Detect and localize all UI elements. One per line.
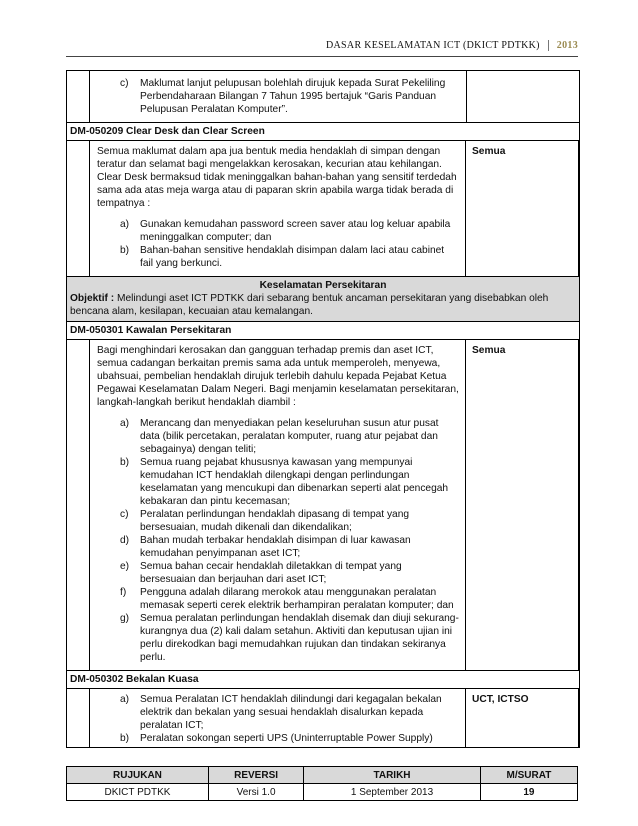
dm050302-responsible: UCT, ICTSO bbox=[472, 694, 529, 705]
dm050209-code: DM-050209 Clear Desk dan Clear Screen bbox=[70, 126, 265, 137]
footer-header-reversi: REVERSI bbox=[208, 767, 303, 784]
dm050209-code-row bbox=[67, 122, 579, 140]
dm050302-code-row bbox=[67, 670, 579, 688]
dm050209-responsible: Semua bbox=[472, 146, 506, 157]
footer-tarikh: 1 September 2013 bbox=[304, 784, 481, 801]
section-objective: Objektif : Melindungi aset ICT PDTKK dari sebarang bentuk ancaman persekitaran yang disebabkan oleh bencana alam, kesilapan, kecuaian atau kemalangan. bbox=[70, 293, 549, 317]
list-item: a) Gunakan kemudahan password screen saver atau log keluar apabila meninggalkan computer; dan bbox=[120, 219, 451, 243]
header-rule bbox=[66, 56, 578, 57]
footer-reversi: Versi 1.0 bbox=[208, 784, 303, 801]
list-item: b) Peralatan sokongan seperti UPS (Uninterruptable Power Supply) bbox=[120, 733, 433, 744]
dm050301-code: DM-050301 Kawalan Persekitaran bbox=[70, 325, 232, 336]
header-title: DASAR KESELAMATAN ICT (DKICT PDTKK) bbox=[326, 40, 540, 51]
dm050209-text: Semua maklumat dalam apa jua bentuk media hendaklah di simpan dengan teratur dan selamat bagi mengelakkan kerosakan, kecurian atau kehilangan. Clear Desk bermaksud tidak meninggalkan bahan-bahan yang sensitif terdedah sama ada atas meja warga atau di paparan skrin apabila warga tidak berada di tempatnya : bbox=[97, 146, 457, 209]
list-item: b) Semua ruang pejabat khususnya kawasan yang mempunyai kemudahan ICT hendaklah dilengkapi dengan perlindungan keselamatan yang mencukupi dan dibenarkan seperti alat pencegah kebakaran dan pintu kecemasan; bbox=[120, 457, 449, 507]
footer-rujukan: DKICT PDTKK bbox=[67, 784, 209, 801]
footer-header-rujukan: RUJUKAN bbox=[67, 767, 209, 784]
policy-table bbox=[66, 70, 580, 748]
list-item: a) Semua Peralatan ICT hendaklah dilindungi dari kegagalan bekalan elektrik dan bekalan yang sesuai hendaklah disalurkan kepada peralatan ICT; bbox=[120, 694, 442, 731]
list-item: c) Maklumat lanjut pelupusan bolehlah dirujuk kepada Surat Pekeliling Perbendaharaan Bilangan 7 Tahun 1995 bertajuk “Garis Panduan Pelupusan Peralatan Komputer”. bbox=[120, 78, 446, 115]
dm050301-body-row bbox=[67, 339, 579, 670]
section-header bbox=[67, 276, 579, 321]
list-item: f) Pengguna adalah dilarang merokok atau menggunakan peralatan memasak seperti cerek elektrik berhampiran peralatan komputer; dan bbox=[120, 587, 454, 611]
dm050302-body-row bbox=[67, 688, 579, 747]
list-item: a) Merancang dan menyediakan pelan keseluruhan susun atur pusat data (bilik percetakan, peralatan komputer, ruang atur pejabat dan sebagainya) dengan teliti; bbox=[120, 418, 439, 455]
header-year: 2013 bbox=[548, 40, 578, 51]
dm050301-text: Bagi menghindari kerosakan dan gangguan terhadap premis dan aset ICT, semua cadangan berkaitan premis sama ada untuk memperoleh, menyewa, ubahsuai, pembelian hendaklah dirujuk terlebih dahulu kepada Pejabat Ketua Pegawai Keselamatan Dalam Negeri. Bagi menjamin keselamatan persekitaran, langkah-langkah berikut hendaklah diambil : bbox=[97, 345, 459, 408]
list-item: b) Bahan-bahan sensitive hendaklah disimpan dalam laci atau cabinet fail yang berkunci. bbox=[120, 245, 445, 269]
footer-header-msurat: M/SURAT bbox=[480, 767, 577, 784]
dm050301-responsible: Semua bbox=[472, 345, 506, 356]
list-item: e) Semua bahan cecair hendaklah diletakkan di tempat yang bersesuaian dan berjauhan dari aset ICT; bbox=[120, 561, 402, 585]
list-item: d) Bahan mudah terbakar hendaklah disimpan di luar kawasan kemudahan penyimpanan aset ICT; bbox=[120, 535, 411, 559]
dm050302-code: DM-050302 Bekalan Kuasa bbox=[70, 674, 199, 685]
page-header bbox=[326, 40, 578, 51]
list-item: g) Semua peralatan perlindungan hendaklah disemak dan diuji sekurang-kurangnya dua (2) kali dalam setahun. Aktiviti dan keputusan ujian ini perlu direkodkan bagi memudahkan rujukan dan tindakan sekiranya perlu. bbox=[120, 613, 459, 663]
continuation-row bbox=[67, 71, 579, 122]
section-title: Keselamatan Persekitaran bbox=[259, 280, 387, 291]
dm050301-code-row bbox=[67, 321, 579, 339]
dm050209-body-row bbox=[67, 140, 579, 276]
document-footer bbox=[66, 766, 578, 801]
footer-page-number: 19 bbox=[480, 784, 577, 801]
list-item: c) Peralatan perlindungan hendaklah dipasang di tempat yang bersesuaian, mudah dikenali dan dikendalikan; bbox=[120, 509, 410, 533]
footer-header-tarikh: TARIKH bbox=[304, 767, 481, 784]
